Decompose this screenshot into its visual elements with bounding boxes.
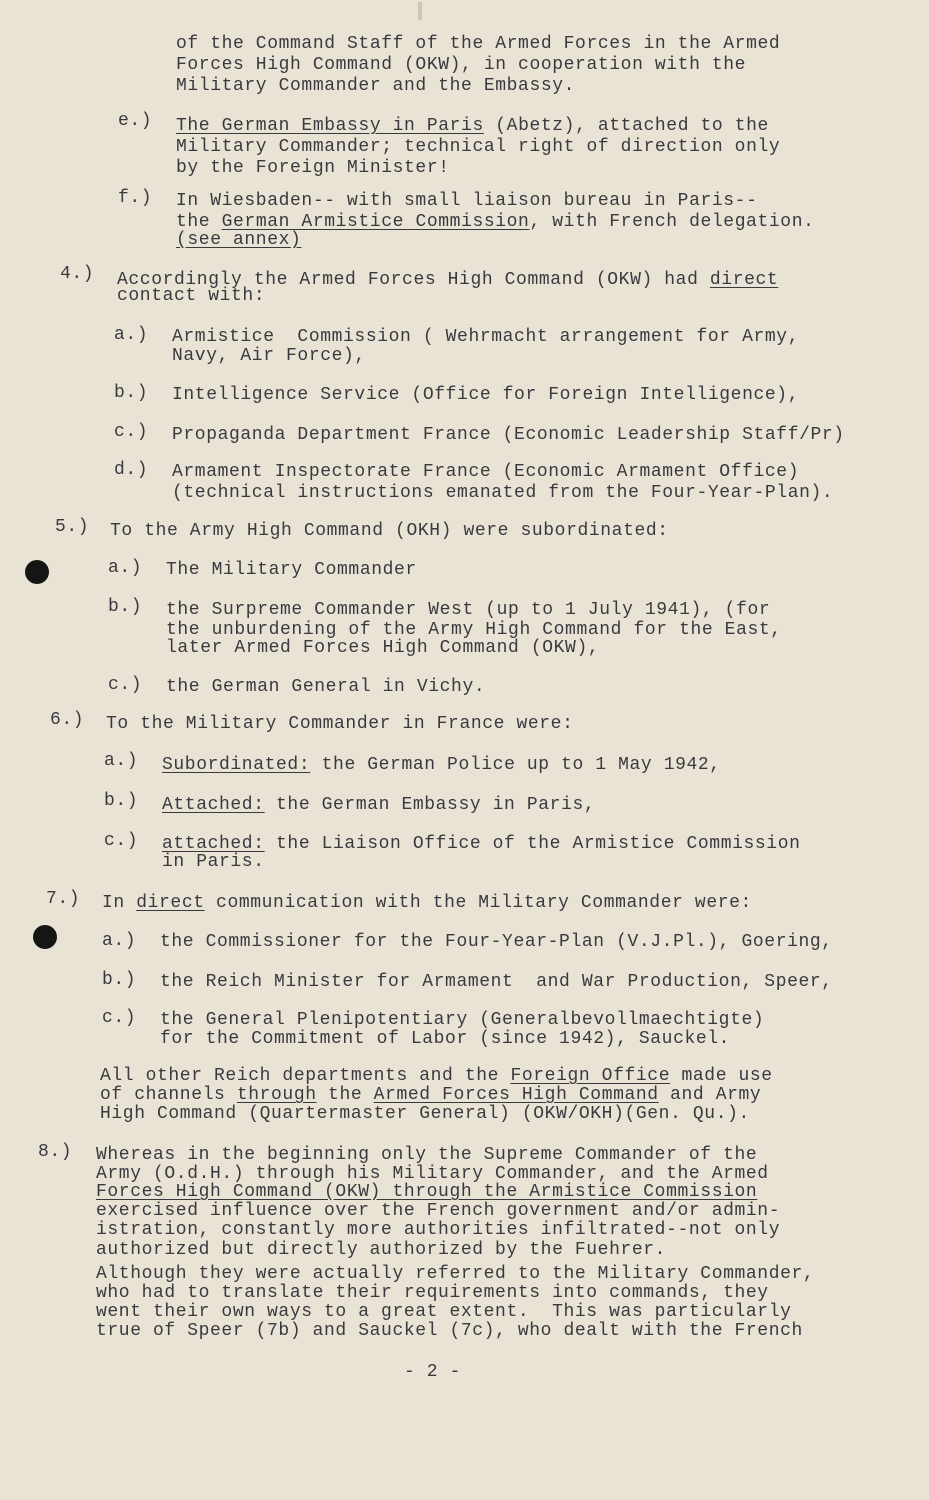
section-heading: To the Army High Command (OKH) were subordinated: bbox=[110, 521, 669, 541]
underlined-text: direct bbox=[136, 893, 205, 913]
underlined-text: attached: bbox=[162, 834, 265, 854]
list-item: the Reich Minister for Armament and War Production, Speer, bbox=[160, 972, 833, 992]
item-label: c.) bbox=[102, 1008, 137, 1028]
section-heading: contact with: bbox=[117, 286, 266, 306]
list-item: in Paris. bbox=[162, 852, 265, 872]
paper-mark bbox=[418, 2, 422, 20]
item-f-line: (see annex) bbox=[176, 230, 302, 250]
list-item: the Surpreme Commander West (up to 1 July 1941), (for bbox=[166, 600, 771, 620]
paragraph-line: true of Speer (7b) and Sauckel (7c), who dealt with the French bbox=[96, 1321, 803, 1341]
list-item: attached: the Liaison Office of the Armistice Commission bbox=[162, 834, 801, 854]
list-item: Navy, Air Force), bbox=[172, 346, 366, 366]
list-item: Armistice Commission ( Wehrmacht arrangement for Army, bbox=[172, 327, 800, 347]
underlined-text: German Armistice Commission bbox=[221, 212, 530, 232]
section-number: 6.) bbox=[50, 710, 85, 730]
paragraph-line: All other Reich departments and the Foreign Office made use bbox=[100, 1066, 773, 1086]
intro-line: of the Command Staff of the Armed Forces in the Armed bbox=[176, 34, 781, 54]
section-heading: In direct communication with the Military Commander were: bbox=[102, 893, 752, 913]
item-e-line: Military Commander; technical right of direction only bbox=[176, 137, 781, 157]
section-number: 4.) bbox=[60, 264, 95, 284]
item-f-line: In Wiesbaden-- with small liaison bureau in Paris-- bbox=[176, 191, 758, 211]
underlined-text: Armed Forces High Command bbox=[373, 1085, 659, 1105]
paragraph-line: exercised influence over the French government and/or admin- bbox=[96, 1201, 781, 1221]
paragraph-line: of channels through the Armed Forces High Command and Army bbox=[100, 1085, 762, 1105]
list-item: Propaganda Department France (Economic Leadership Staff/Pr) bbox=[172, 425, 845, 445]
item-label: a.) bbox=[114, 325, 149, 345]
item-label: c.) bbox=[114, 422, 149, 442]
underlined-text: Subordinated: bbox=[162, 755, 311, 775]
item-label: b.) bbox=[102, 970, 137, 990]
list-item: the unburdening of the Army High Command for the East, bbox=[166, 620, 782, 640]
punch-hole-bottom bbox=[33, 925, 57, 949]
item-label: a.) bbox=[102, 931, 137, 951]
paragraph-line: Although they were actually referred to the Military Commander, bbox=[96, 1264, 815, 1284]
intro-line: Forces High Command (OKW), in cooperation with the bbox=[176, 55, 747, 75]
list-item: (technical instructions emanated from the Four-Year-Plan). bbox=[172, 483, 834, 503]
paragraph-line: authorized but directly authorized by the Fuehrer. bbox=[96, 1240, 667, 1260]
section-heading: To the Military Commander in France were: bbox=[106, 714, 574, 734]
underlined-text: through bbox=[236, 1085, 317, 1105]
item-label: b.) bbox=[114, 383, 149, 403]
underlined-text: Foreign Office bbox=[510, 1066, 671, 1086]
list-item: later Armed Forces High Command (OKW), bbox=[166, 638, 600, 658]
paragraph-line: Army (O.d.H.) through his Military Commander, and the Armed bbox=[96, 1164, 769, 1184]
item-e-line: The German Embassy in Paris (Abetz), attached to the bbox=[176, 116, 769, 136]
underlined-text: The German Embassy in Paris bbox=[176, 116, 484, 136]
paragraph-line: Whereas in the beginning only the Supreme Commander of the bbox=[96, 1145, 758, 1165]
section-number: 5.) bbox=[55, 517, 90, 537]
underlined-text: direct bbox=[709, 270, 779, 290]
list-item: the Commissioner for the Four-Year-Plan (V.J.Pl.), Goering, bbox=[160, 932, 833, 952]
list-item: The Military Commander bbox=[166, 560, 417, 580]
section-number: 7.) bbox=[46, 889, 81, 909]
item-label: a.) bbox=[104, 751, 139, 771]
paragraph-line: High Command (Quartermaster General) (OKW/OKH)(Gen. Qu.). bbox=[100, 1104, 750, 1124]
section-number: 8.) bbox=[38, 1142, 73, 1162]
list-item: Subordinated: the German Police up to 1 May 1942, bbox=[162, 755, 721, 775]
list-item: the German General in Vichy. bbox=[166, 677, 486, 697]
item-label: b.) bbox=[108, 597, 143, 617]
intro-line: Military Commander and the Embassy. bbox=[176, 76, 576, 96]
item-label: a.) bbox=[108, 558, 143, 578]
paragraph-line: Forces High Command (OKW) through the Armistice Commission bbox=[96, 1182, 758, 1202]
list-item: Armament Inspectorate France (Economic Armament Office) bbox=[172, 462, 800, 482]
item-label: c.) bbox=[104, 831, 139, 851]
item-label: f.) bbox=[118, 188, 153, 208]
list-item: the General Plenipotentiary (Generalbevollmaechtigte) bbox=[160, 1010, 765, 1030]
underlined-text: Attached: bbox=[162, 795, 265, 815]
item-label: c.) bbox=[108, 675, 143, 695]
item-label: b.) bbox=[104, 791, 139, 811]
paragraph-line: istration, constantly more authorities infiltrated--not only bbox=[96, 1220, 781, 1240]
section-heading: Accordingly the Armed Forces High Command (OKW) had direct bbox=[117, 270, 779, 290]
list-item: Attached: the German Embassy in Paris, bbox=[162, 795, 596, 815]
paragraph-line: who had to translate their requirements into commands, they bbox=[96, 1283, 769, 1303]
item-label: e.) bbox=[118, 111, 153, 131]
item-label: d.) bbox=[114, 460, 149, 480]
page-number: - 2 - bbox=[404, 1362, 462, 1382]
item-e-line: by the Foreign Minister! bbox=[176, 158, 450, 178]
paragraph-line: went their own ways to a great extent. This was particularly bbox=[96, 1302, 792, 1322]
list-item: for the Commitment of Labor (since 1942), Sauckel. bbox=[160, 1029, 731, 1049]
punch-hole-top bbox=[25, 560, 49, 584]
item-f-line: the German Armistice Commission, with French delegation. bbox=[176, 212, 815, 232]
list-item: Intelligence Service (Office for Foreign Intelligence), bbox=[172, 385, 800, 405]
